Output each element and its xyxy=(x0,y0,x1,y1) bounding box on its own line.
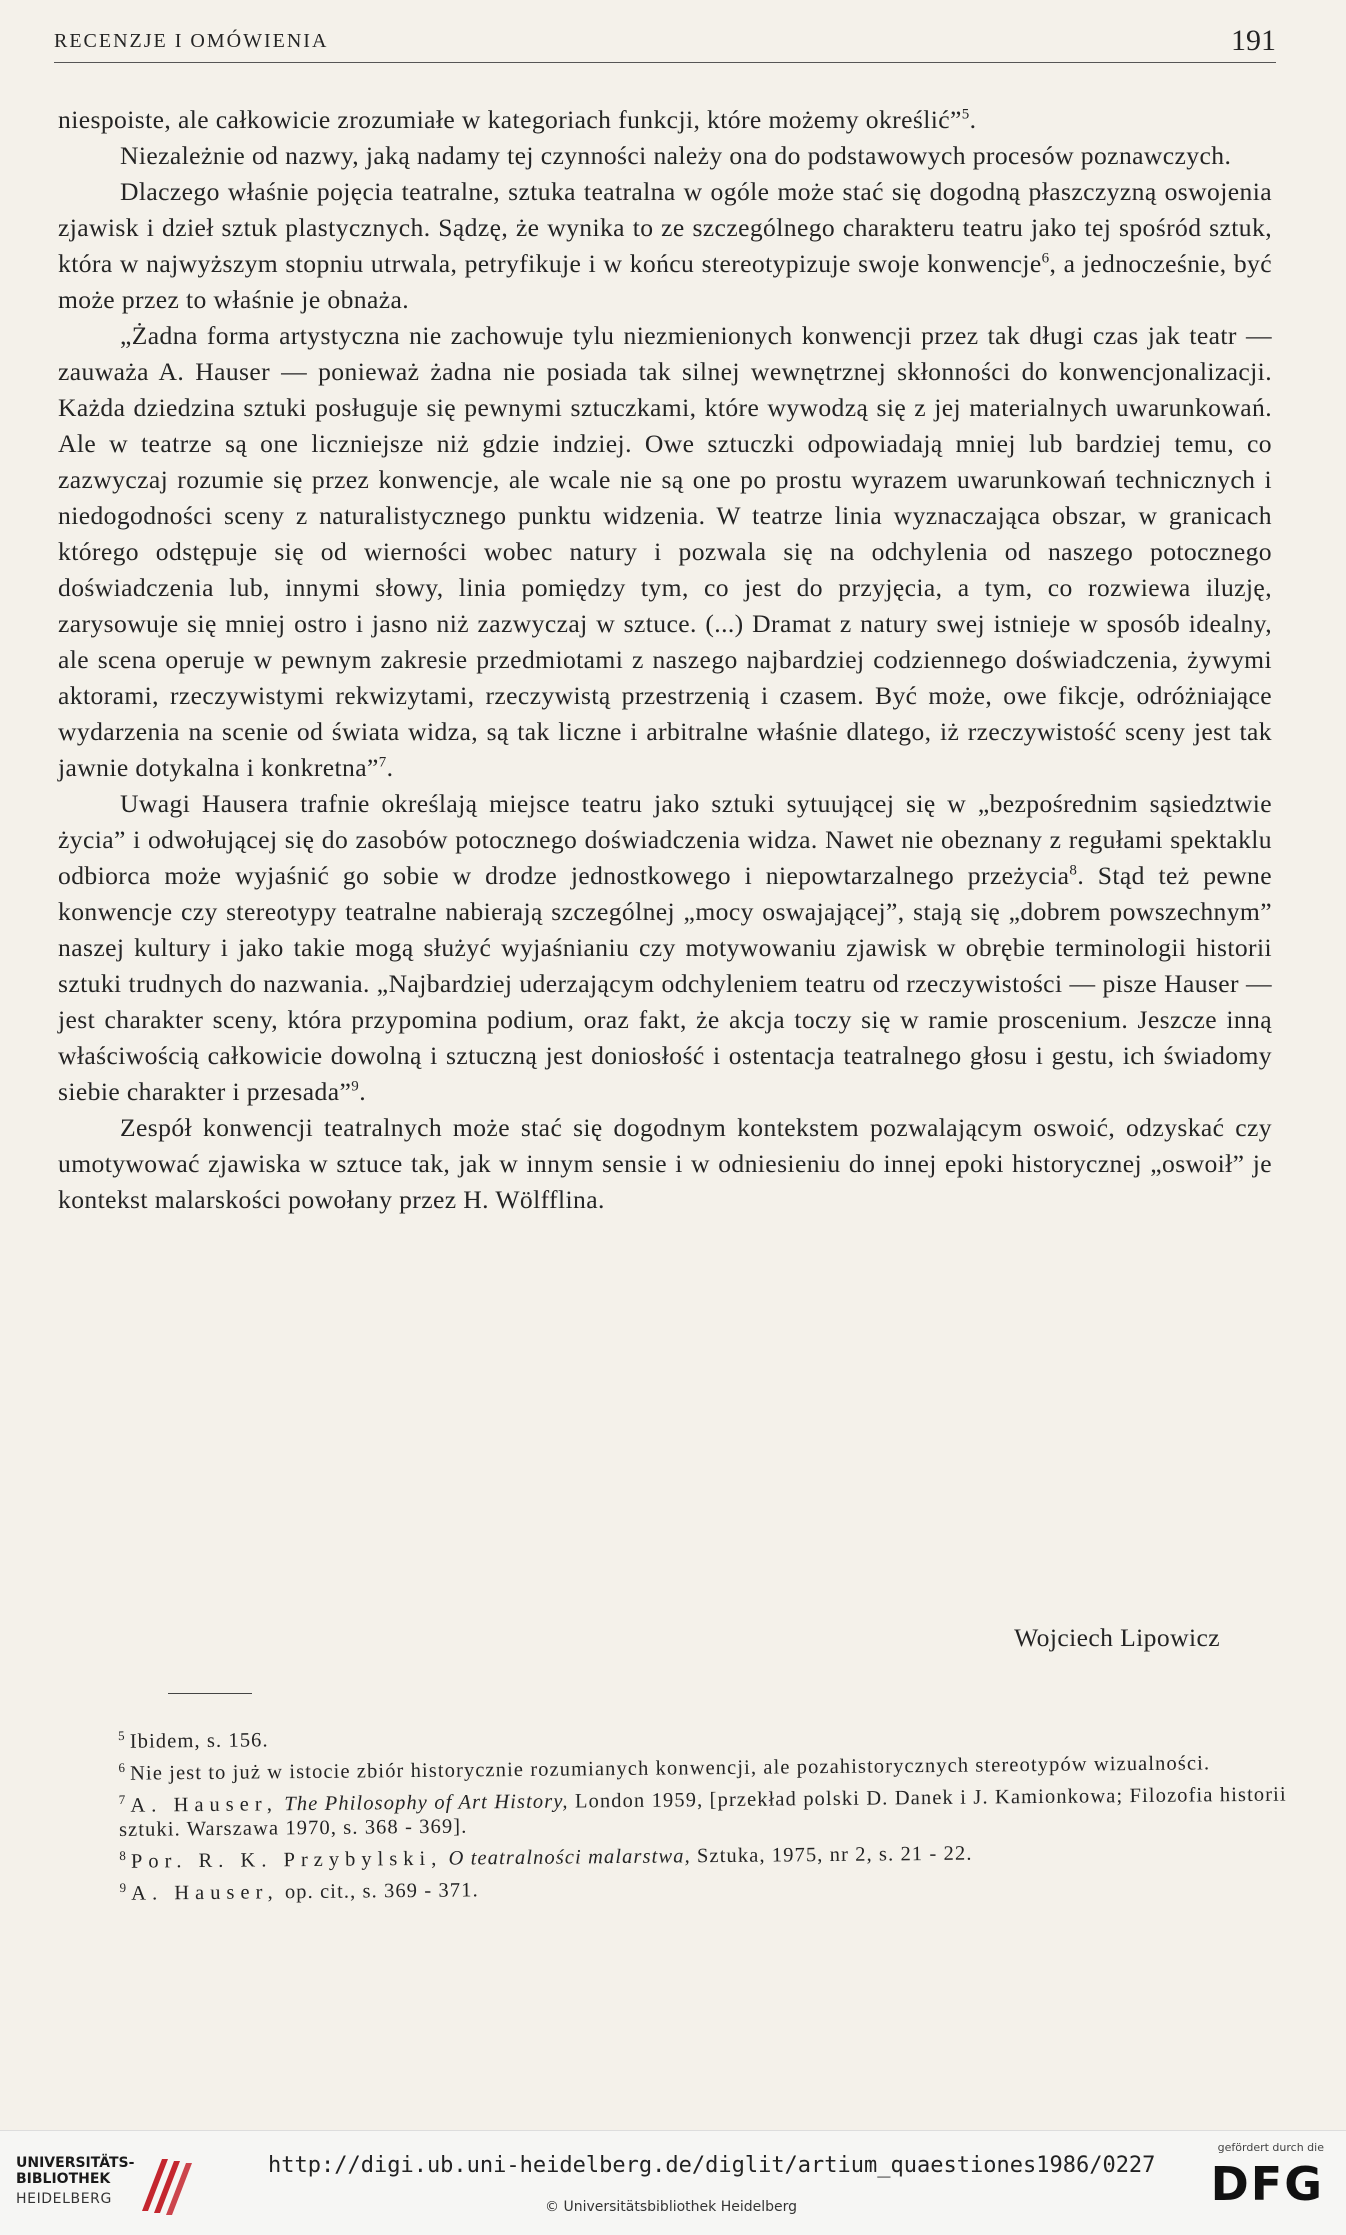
footnote-number: 6 xyxy=(118,1759,127,1775)
footnote-text: Sztuka, 1975, nr 2, s. 21 - 22. xyxy=(696,1843,973,1868)
document-url-link[interactable]: http://digi.ub.uni-heidelberg.de/diglit/artium_quaestiones1986/0227 xyxy=(268,2153,1156,2178)
footnote-author: Por. R. K. Przybylski, xyxy=(130,1848,443,1874)
footnote-title: The Philosophy of Art History, xyxy=(284,1790,569,1815)
footnotes xyxy=(118,1712,1288,1907)
paragraph-text: niespoiste, ale całkowicie zrozumiałe w kategoriach funkcji, które możemy określić” xyxy=(58,105,962,134)
viewer-footer xyxy=(0,2130,1346,2235)
body-text xyxy=(58,102,1272,1218)
footnote-number: 5 xyxy=(118,1727,126,1743)
footnote-number: 7 xyxy=(118,1791,127,1807)
footnote-title: O teatralności malarstwa, xyxy=(448,1845,691,1871)
footnote-ref[interactable]: 9 xyxy=(351,1078,360,1095)
paragraph xyxy=(58,786,1272,1110)
footnote-ref[interactable]: 6 xyxy=(1041,250,1050,267)
footnote-author: A. Hauser, xyxy=(130,1792,279,1817)
paragraph-text: . xyxy=(969,105,977,134)
footnote-number: 9 xyxy=(119,1880,128,1896)
library-name-line: UNIVERSITÄTS- xyxy=(16,2155,135,2171)
copyright-text: © Universitätsbibliothek Heidelberg xyxy=(545,2199,798,2215)
running-head xyxy=(54,22,1276,63)
footnote-ref[interactable]: 5 xyxy=(961,106,970,123)
footnote-text: Ibidem, s. 156. xyxy=(129,1729,269,1753)
paragraph-text: Dlaczego właśnie pojęcia teatralne, sztuka teatralna w ogóle może stać się dogodną płaszczyzną oswojenia zjawisk i dzieł sztuk plastycznych. Sądzę, że wynika to ze szczególnego charakteru teatru jako tej spośród sztuk, która w najwyższym stopniu utrwala, petryfikuje i w końcu stereotypizuje swoje konwencje xyxy=(58,177,1272,278)
paragraph-text: Uwagi Hausera trafnie określają miejsce teatru jako sztuki sytuującej się w „bezpośrednim sąsiedztwie życia” i odwołującej się do zasobów potocznego doświadczenia widza. Nawet nie obeznany z regułami spektaklu odbiorca może wyjaśnić go sobie w drodze jednostkowego i niepowtarzalnego przeżycia xyxy=(58,789,1272,890)
paragraph xyxy=(58,138,1272,174)
footnote-number: 8 xyxy=(119,1848,127,1864)
paragraph-text: „Żadna forma artystyczna nie zachowuje tylu niezmienionych konwencji przez tak długi czas jak teatr — zauważa A. Hauser — ponieważ żadna nie posiada tak silnej wewnętrznej skłonności do konwencjonalizacji. Każda dziedzina sztuki posługuje się pewnymi sztuczkami, które wywodzą się z jej materialnych uwarunkowań. Ale w teatrze są one liczniejsze niż gdzie indziej. Owe sztuczki odpowiadają mniej lub bardziej temu, co zazwyczaj rozumie się przez konwencje, ale wcale nie są one po prostu wyrazem uwarunkowań technicznych i niedogodności sceny z naturalistycznego punktu widzenia. W teatrze linia wyznaczająca obszar, w granicach którego odstępuje się od wierności wobec natury i pozwala się na odchylenia od naszego potocznego doświadczenia lub, innymi słowy, linia pomiędzy tym, co jest do przyjęcia, a tym, co rozwiewa iluzję, zarysowuje się mniej ostro i jasno niż zazwyczaj w sztuce. (...) Dramat z natury swej istnieje w sposób idealny, ale scena operuje w pewnym zakresie przedmiotami z naszego najbardziej codziennego doświadczenia, żywymi aktorami, rzeczywistymi rekwizytami, rzeczywistą przestrzenią i czasem. Być może, owe fikcje, odróżniające wydarzenia na scenie od świata widza, są tak liczne i arbitralne właśnie dlatego, iż rzeczywistość sceny jest tak jawnie dotykalna i konkretna” xyxy=(58,321,1272,782)
paragraph xyxy=(58,1110,1272,1218)
library-logo-icon xyxy=(134,2151,194,2221)
footnote-author: A. Hauser, xyxy=(131,1881,279,1906)
paragraph xyxy=(58,318,1272,786)
paragraph-text: , a jednocześnie, być może przez to właśnie je obnaża. xyxy=(58,249,1272,314)
running-title: RECENZJE I OMÓWIENIA xyxy=(54,30,329,52)
dfg-mark: DFG xyxy=(1210,2157,1324,2211)
library-name xyxy=(16,2155,134,2187)
paragraph-text: . xyxy=(359,1077,366,1106)
page-number: 191 xyxy=(1231,24,1276,57)
author-signature: Wojciech Lipowicz xyxy=(1014,1623,1220,1652)
paragraph-text: . xyxy=(386,753,394,782)
dfg-logo[interactable] xyxy=(1174,2141,1324,2227)
footnote-ref[interactable]: 8 xyxy=(1069,862,1078,879)
footnote-text: op. cit., s. 369 - 371. xyxy=(284,1879,479,1904)
footnote-text: Nie jest to już w istocie zbiór historycznie rozumianych konwencji, ale pozahistorycznych stereotypów wizualności. xyxy=(129,1752,1211,1785)
library-name-line: BIBLIOTHEK xyxy=(16,2171,111,2187)
library-logo[interactable] xyxy=(16,2151,186,2221)
paragraph xyxy=(58,102,1272,138)
paragraph-text: Zespół konwencji teatralnych może stać się dogodnym kontekstem pozwalającym oswoić, odzyskać czy umotywować zjawiska w sztuce tak, jak w innym sensie i w odniesieniu do innej epoki historycznej „oswoił” je kontekst malarskości powołany przez H. Wölfflina. xyxy=(58,1113,1272,1214)
library-city: HEIDELBERG xyxy=(16,2191,112,2207)
paragraph xyxy=(58,174,1272,318)
footnote-ref[interactable]: 7 xyxy=(378,754,387,771)
footnote-divider xyxy=(168,1693,252,1694)
footnote-text: London 1959, [przekład polski D. Danek i J. Kamionkowa; Filozofia historii sztuki. Warszawa 1970, s. 368 - 369]. xyxy=(118,1783,1287,1842)
paragraph-text: Niezależnie od nazwy, jaką nadamy tej czynności należy ona do podstawowych procesów poznawczych. xyxy=(120,141,1232,170)
funded-by-text: gefördert durch die xyxy=(1217,2141,1324,2154)
paragraph-text: . Stąd też pewne konwencje czy stereotypy teatralne nabierają szczególnej „mocy oswajającej”, stają się „dobrem powszechnym” naszej kultury i jako takie mogą służyć wyjaśnianiu czy motywowaniu zjawisk w obrębie terminologii historii sztuki trudnych do nazwania. „Najbardziej uderzającym odchyleniem teatru od rzeczywistości — pisze Hauser — jest charakter sceny, która przypomina podium, oraz fakt, że akcja toczy się w ramie proscenium. Jeszcze inną właściwością całkowicie dowolną i sztuczną jest doniosłość i ostentacja teatralnego głosu i gestu, ich świadomy siebie charakter i przesada” xyxy=(58,861,1272,1106)
